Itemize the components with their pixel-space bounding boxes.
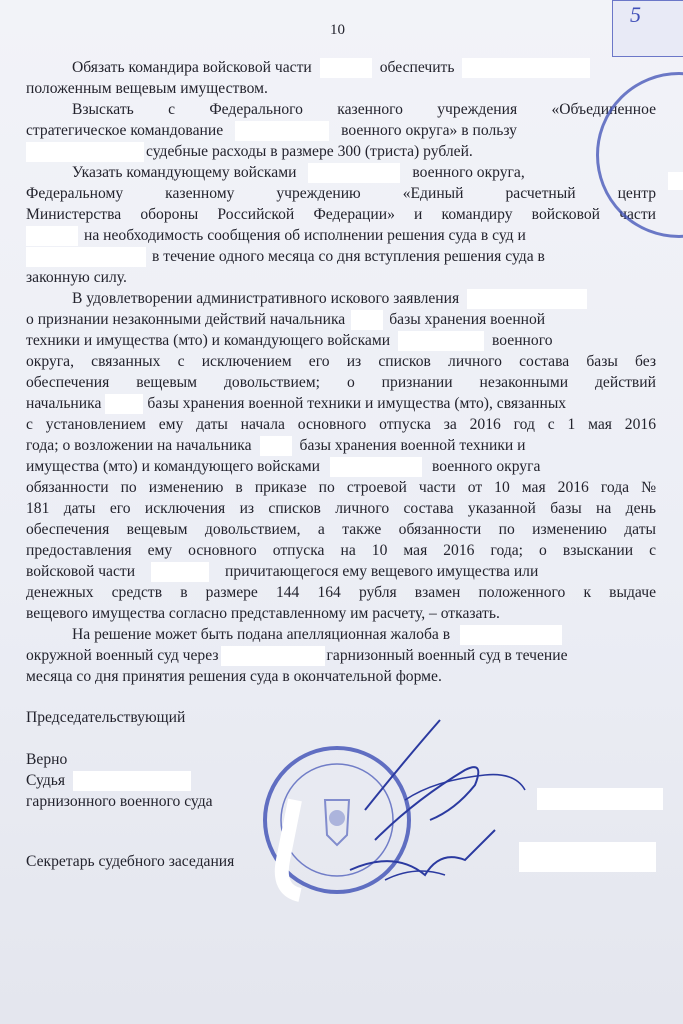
- text-line: начальника базы хранения военной техники и имущества (мто), связанных: [26, 395, 567, 412]
- redaction: [26, 142, 144, 162]
- text-line: денежных средств в размере 144 164 рубля взамен положенного к выдаче: [26, 584, 656, 601]
- redaction: [73, 771, 191, 791]
- text-line: Министерства обороны Российской Федерации» и командиру войсковой части: [26, 206, 656, 223]
- text-line: окружной военный суд через гарнизонный военный суд в течение: [26, 647, 568, 664]
- text-line: стратегическое командование военного округа» в пользу: [26, 122, 517, 139]
- text-line: В удовлетворении административного искового заявления: [72, 289, 656, 309]
- redaction: [26, 247, 146, 267]
- text-line: судебные расходы в размере 300 (триста) рублей.: [26, 142, 656, 162]
- redaction: [537, 788, 663, 810]
- text-line: месяца со дня принятия решения суда в окончательной форме.: [26, 668, 442, 685]
- text-line: войсковой части причитающегося ему вещевого имущества или: [26, 563, 539, 580]
- redaction: [151, 562, 209, 582]
- redaction: [260, 436, 292, 456]
- redaction: [351, 310, 383, 330]
- redaction: [308, 163, 400, 183]
- text-line: с установлением ему даты начала основного отпуска за 2016 год с 1 мая 2016: [26, 416, 656, 433]
- text-line: имущества (мто) и командующего войсками военного округа: [26, 458, 541, 475]
- redaction: [235, 121, 329, 141]
- secretary-label: Секретарь судебного заседания: [26, 853, 235, 870]
- redaction: [26, 226, 78, 246]
- verno-label: Верно: [26, 751, 68, 768]
- court-stamp: [255, 700, 555, 980]
- judge-label: Судья: [26, 771, 656, 791]
- redaction: [221, 646, 325, 666]
- redaction: [320, 58, 372, 78]
- court-label: гарнизонного военного суда: [26, 793, 213, 810]
- text-line: Указать командующему войсками военного округа,: [72, 164, 525, 181]
- text-line: положенным вещевым имуществом.: [26, 80, 268, 97]
- redaction: [105, 394, 143, 414]
- text-line: обеспечения вещевым довольствием, а также обязанности по изменению даты: [26, 521, 656, 538]
- redaction: [668, 172, 683, 190]
- text-line: о признании незаконными действий начальника базы хранения военной: [26, 311, 546, 328]
- page-number: 10: [330, 22, 345, 38]
- text-line: Федеральному казенному учреждению «Единый расчетный центр: [26, 185, 656, 202]
- presiding-label: Председательствующий: [26, 709, 186, 726]
- text-line: округа, связанных с исключением его из списков личного состава базы без: [26, 353, 656, 370]
- redaction: [462, 58, 590, 78]
- text-line: Взыскать с Федерального казенного учреждения «Объединенное: [72, 101, 656, 118]
- text-line: На решение может быть подана апелляционная жалоба в: [72, 625, 656, 645]
- text-line: на необходимость сообщения об исполнении решения суда в суд и: [26, 226, 656, 246]
- text-line: 181 даты его исключения из списков личного состава указанной базы на день: [26, 500, 656, 517]
- redaction: [467, 289, 587, 309]
- text-line: техники и имущества (мто) и командующего войсками военного: [26, 332, 553, 349]
- redaction: [398, 331, 484, 351]
- text-line: вещевого имущества согласно представленному им расчету, – отказать.: [26, 605, 500, 622]
- text-line: предоставления ему основного отпуска на 10 мая 2016 года; о взыскании с: [26, 542, 656, 559]
- text-line: Обязать командира войсковой части обеспечить: [72, 58, 656, 78]
- text-line: года; о возложении на начальника базы хранения военной техники и: [26, 437, 526, 454]
- corner-page-mark: 5: [630, 2, 641, 27]
- corner-stamp-box: [612, 0, 683, 57]
- text-line: в течение одного месяца со дня вступления решения суда в: [26, 247, 656, 267]
- text-line: обязанности по изменению в приказе по строевой части от 10 мая 2016 года №: [26, 479, 656, 496]
- text-line: законную силу.: [26, 269, 127, 286]
- redaction: [460, 625, 562, 645]
- redaction: [330, 457, 422, 477]
- text-line: обеспечения вещевым довольствием; о признании незаконными действий: [26, 374, 656, 391]
